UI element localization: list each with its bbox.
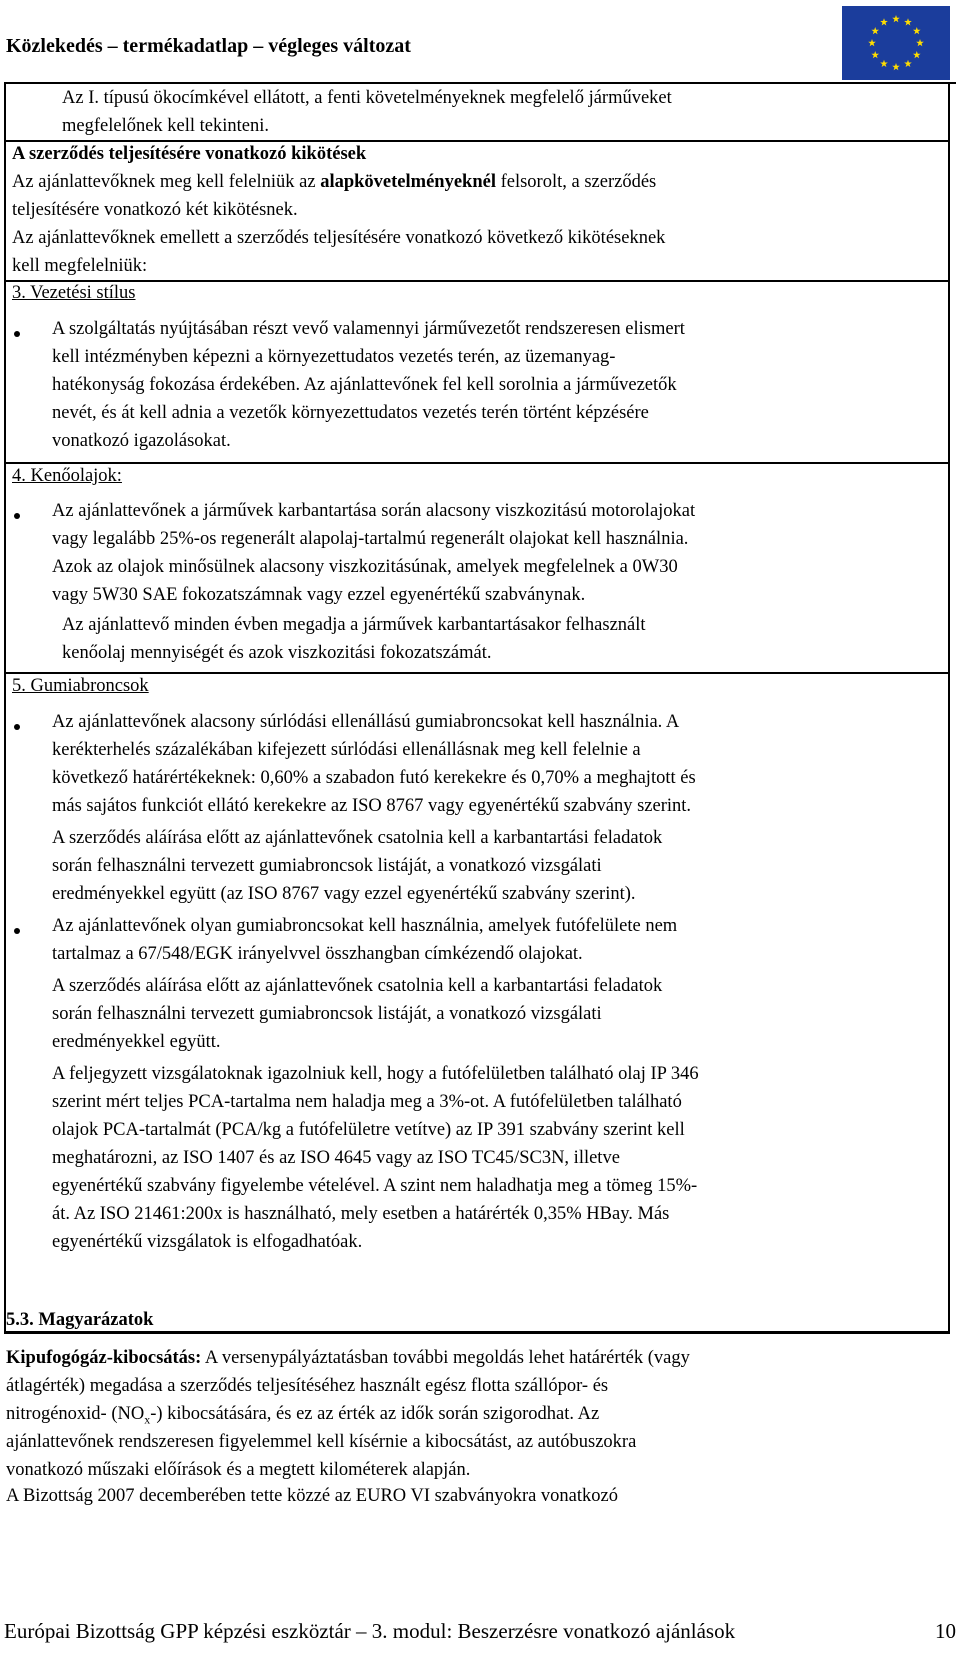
flag-star-icon — [880, 18, 888, 25]
bullet-line: vagy 5W30 SAE fokozatszámnak vagy ezzel egyenértékű szabványnak. — [52, 585, 586, 605]
paragraph-line: át. Az ISO 21461:200x is használható, mely esetben a határérték 0,35% HBay. Más — [52, 1204, 670, 1224]
bullet-line: tartalmaz a 67/548/EGK irányelvvel összhangban címkézendő olajokat. — [52, 944, 583, 964]
bullet-icon — [14, 724, 20, 730]
explanation-line: A Bizottság 2007 decemberében tette közzé az EURO VI szabványokra vonatkozó — [6, 1486, 618, 1506]
flag-star-icon — [892, 15, 900, 22]
intro-line: Az I. típusú ökocímkével ellátott, a fenti követelményeknek megfelelő járműveket — [62, 88, 672, 108]
emissions-label: Kipufogógáz-kibocsátás: — [6, 1348, 202, 1368]
paragraph-line: egyenértékű szabvány figyelembe vételével. A szint nem haladhatja meg a tömeg 15%- — [52, 1176, 698, 1196]
flag-star-icon — [913, 51, 921, 58]
bullet-line: vagy legalább 25%-os regenerált alapolaj-tartalmú regenerált olajokat kell használnia. — [52, 529, 689, 549]
paragraph-line: A feljegyzett vizsgálatoknak igazolniuk kell, hogy a futófelületben található olaj IP 346 — [52, 1064, 699, 1084]
bullet-line: hatékonyság fokozása érdekében. Az ajánlattevőnek fel kell sorolnia a járművezetők — [52, 375, 677, 395]
flag-star-icon — [871, 27, 879, 34]
explanation-line: nitrogénoxid- $(NO_x-)$ kibocsátására, és ez az érték az idők során szigorodhat. Az — [6, 1404, 600, 1427]
bullet-line: vonatkozó igazolásokat. — [52, 431, 231, 451]
flag-star-icon — [868, 39, 876, 46]
paragraph-line: kenőolaj mennyiségét és azok viszkozitási fokozatszámát. — [62, 643, 492, 663]
contract-paragraph-line: Az ajánlattevőknek meg kell felelniük az alapkövetelményeknél felsorolt, a szerződés — [12, 172, 657, 192]
explanation-line: átlagérték) megadása a szerződés teljesítéséhez használt egész flotta szállópor- és — [6, 1376, 609, 1396]
contract-paragraph-line: teljesítésére vonatkozó két kikötésnek. — [12, 200, 298, 220]
explanation-line: Kipufogógáz-kibocsátás: A versenypályáztatásban további megoldás lehet határérték (vagy — [6, 1348, 690, 1368]
paragraph-line: eredményekkel együtt (az ISO 8767 vagy ezzel egyenértékű szabvány szerint). — [52, 884, 636, 904]
document-header-title: Közlekedés – termékadatlap – végleges változat — [6, 35, 411, 57]
section-divider — [6, 462, 948, 464]
flag-star-icon — [880, 60, 888, 67]
paragraph-line: meghatározni, az ISO 1407 és az ISO 4645 vagy az ISO TC45/SC3N, illetve — [52, 1148, 620, 1168]
section-divider — [6, 280, 948, 282]
flag-star-icon — [892, 63, 900, 70]
explanation-line: ajánlattevőnek rendszeresen figyelemmel kell kísérnie a kibocsátást, az autóbuszokra — [6, 1432, 637, 1452]
section-3-heading: 3. Vezetési stílus — [12, 283, 136, 303]
bullet-line: nevét, és át kell adnia a vezetők környezettudatos vezetés terén történt képzésére — [52, 403, 649, 423]
paragraph-line: során felhasználni tervezett gumiabroncsok listáját, a vonatkozó vizsgálati — [52, 1004, 602, 1024]
bullet-icon — [14, 331, 20, 337]
paragraph-line: egyenértékű vizsgálatok is elfogadhatóak. — [52, 1232, 363, 1252]
eu-stars-icon — [842, 6, 950, 80]
paragraph-line: során felhasználni tervezett gumiabroncsok listáját, a vonatkozó vizsgálati — [52, 856, 602, 876]
explanations-heading: 5.3. Magyarázatok — [6, 1310, 154, 1330]
paragraph-line: szerint mért teljes PCA-tartalma nem haladja meg a 3%-ot. A futófelületben található — [52, 1092, 682, 1112]
paragraph-line: Az ajánlattevő minden évben megadja a járművek karbantartásakor felhasznált — [62, 615, 646, 635]
explanation-line: vonatkozó műszaki előírások és a megtett kilométerek alapján. — [6, 1460, 471, 1480]
paragraph-line: olajok PCA-tartalmát (PCA/kg a futófelületre vetítve) az IP 391 szabvány szerint kell — [52, 1120, 685, 1140]
intro-line: megfelelőnek kell tekinteni. — [62, 116, 270, 136]
contract-paragraph-line: Az ajánlattevőknek emellett a szerződés teljesítésére vonatkozó következő kikötéseknek — [12, 228, 666, 248]
bullet-line: más sajátos funkciót ellátó kerekekre az ISO 8767 vagy egyenértékű szabvány szerint. — [52, 796, 692, 816]
flag-star-icon — [916, 39, 924, 46]
contract-clauses-heading: A szerződés teljesítésére vonatkozó kikötések — [12, 144, 367, 164]
bullet-line: A szolgáltatás nyújtásában részt vevő valamennyi járművezetőt rendszeresen elismert — [52, 319, 685, 339]
bullet-line: következő határértékeknek: 0,60% a szabadon futó kerekekre és 0,70% a meghajtott és — [52, 768, 696, 788]
flag-star-icon — [871, 51, 879, 58]
bullet-line: kell intézményben képezni a környezettudatos vezetés terén, az üzemanyag- — [52, 347, 616, 367]
bullet-line: Azok az olajok minősülnek alacsony viszkozitásúnak, amelyek megfelelnek a 0W30 — [52, 557, 678, 577]
paragraph-line: A szerződés aláírása előtt az ajánlattevőnek csatolnia kell a karbantartási feladatok — [52, 976, 663, 996]
criteria-box — [4, 84, 950, 1334]
section-5-heading: 5. Gumiabroncsok — [12, 676, 149, 696]
contract-paragraph-line: kell megfelelniük: — [12, 256, 148, 276]
flag-star-icon — [904, 18, 912, 25]
flag-star-icon — [913, 27, 921, 34]
bullet-line: Az ajánlattevőnek a járművek karbantartása során alacsony viszkozitású motorolajokat — [52, 501, 696, 521]
bullet-icon — [14, 928, 20, 934]
page-number: 10 — [935, 1619, 956, 1643]
section-4-heading: 4. Kenőolajok: — [12, 466, 122, 486]
footer-source: Európai Bizottság GPP képzési eszköztár – 3. modul: Beszerzésre vonatkozó ajánlások — [4, 1619, 736, 1643]
paragraph-line: A szerződés aláírása előtt az ajánlattevőnek csatolnia kell a karbantartási feladatok — [52, 828, 663, 848]
bullet-icon — [14, 513, 20, 519]
bullet-line: kerékterhelés százalékában kifejezett súrlódási ellenállásnak meg kell felelnie a — [52, 740, 641, 760]
paragraph-line: eredményekkel együtt. — [52, 1032, 221, 1052]
bullet-line: Az ajánlattevőnek olyan gumiabroncsokat kell használnia, amelyek futófelülete nem — [52, 916, 678, 936]
bullet-line: Az ajánlattevőnek alacsony súrlódási ellenállású gumiabroncsokat kell használnia. A — [52, 712, 680, 732]
flag-star-icon — [904, 60, 912, 67]
eu-flag-logo — [842, 6, 950, 80]
